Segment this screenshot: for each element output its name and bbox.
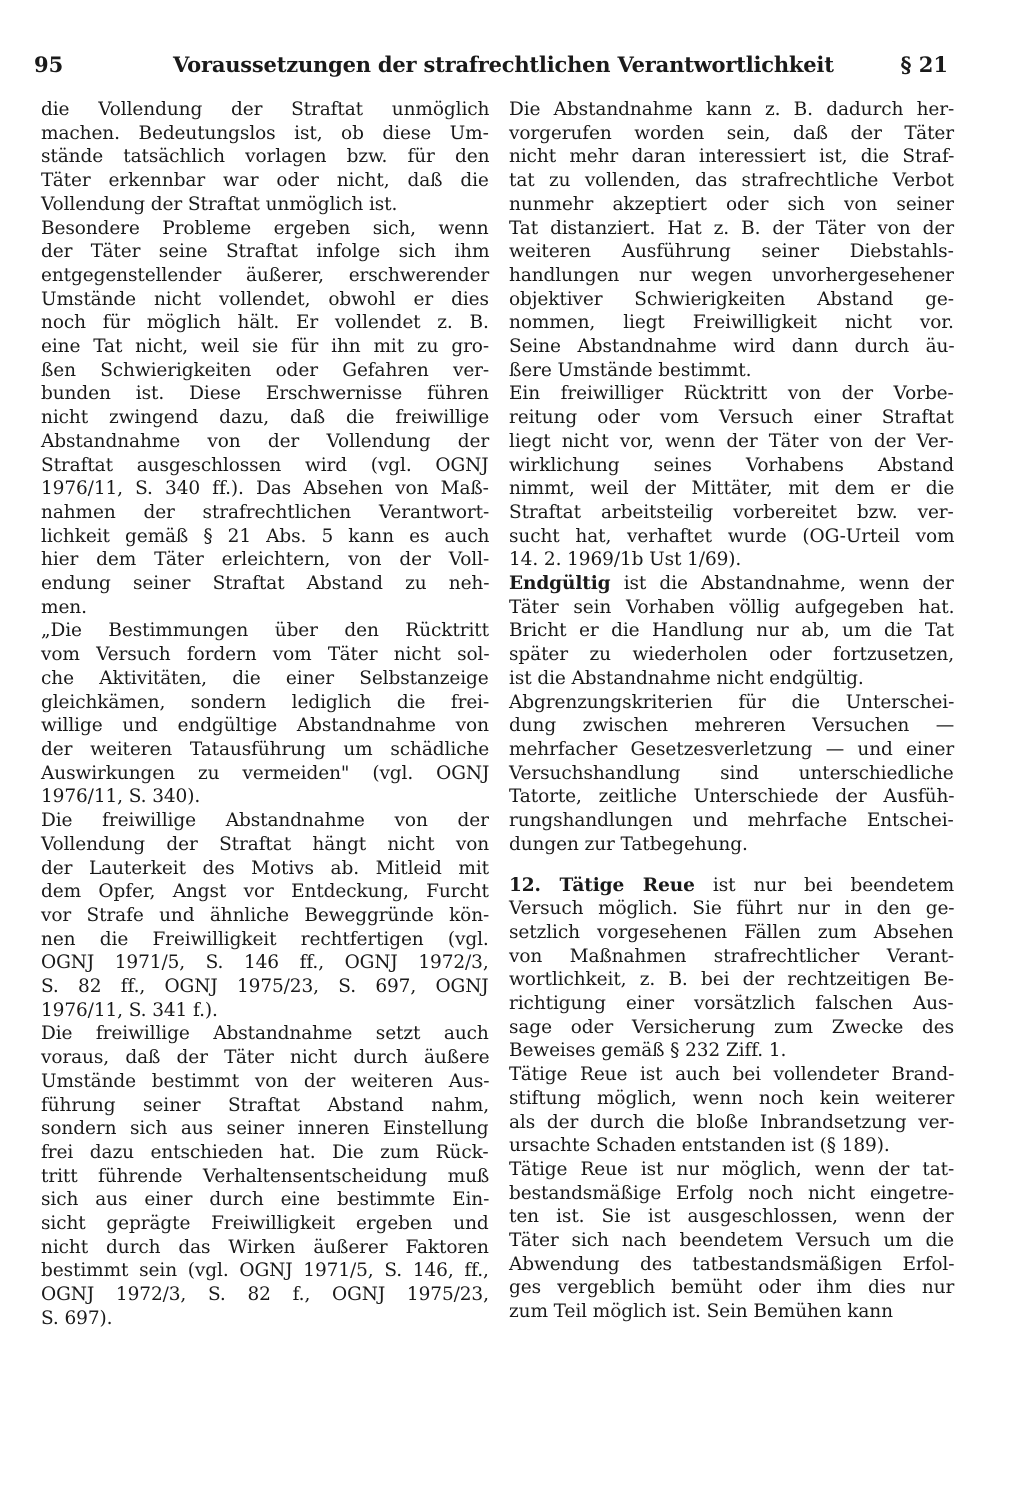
text-line: tritt führende Verhaltensentscheidung muß xyxy=(41,1165,490,1187)
text-line: wirklichung seines Vorhabens Abstand xyxy=(509,454,955,476)
text-line: gleichkämen, sondern lediglich die frei- xyxy=(41,691,490,713)
text-line: frei dazu entschieden hat. Die zum Rück- xyxy=(41,1141,489,1163)
text-line: nahmen der strafrechtlichen Verantwort- xyxy=(41,501,490,523)
bold-term: Endgültig xyxy=(509,573,611,595)
text-line: OGNJ 1971/5, S. 146 ff., OGNJ 1972/3, xyxy=(41,952,489,974)
text-line: Abgrenzungskriterien für die Unterschei- xyxy=(509,691,955,713)
text-line: ist die Abstandnahme nicht endgültig. xyxy=(509,667,864,689)
paragraph xyxy=(509,98,954,382)
text-line: „Die Bestimmungen über den Rücktritt xyxy=(41,620,489,642)
text-line: Seine Abstandnahme wird dann durch äu- xyxy=(509,336,955,358)
text-line: endung seiner Straftat Abstand zu neh- xyxy=(41,573,490,595)
text-line: Umstände nicht vollendet, obwohl er dies xyxy=(41,288,489,310)
text-line: sich aus einer durch eine bestimmte Ein- xyxy=(41,1189,490,1211)
text-line: noch für möglich hält. Er vollendet z. B. xyxy=(41,312,489,334)
paragraph xyxy=(41,809,489,1022)
text-line: Täter sein Vorhaben völlig aufgegeben hat. xyxy=(509,596,955,618)
text-line: ten ist. Sie ist ausgeschlossen, wenn der xyxy=(509,1206,954,1228)
text-line: vorgerufen worden sein, daß der Täter xyxy=(509,122,954,144)
text-line: nicht durch das Wirken äußerer Faktoren xyxy=(41,1236,489,1258)
text-line: Die Abstandnahme kann z. B. dadurch her- xyxy=(509,99,955,120)
text-line: Beweises gemäß § 232 Ziff. 1. xyxy=(509,1040,787,1062)
text-line: 1976/11, S. 340 ff.). Das Absehen von Maß- xyxy=(41,478,489,500)
text-line: entgegenstellender äußerer, erschwerender xyxy=(41,264,490,286)
text-line xyxy=(509,874,954,898)
text-line: S. 82 ff., OGNJ 1975/23, S. 697, OGNJ xyxy=(41,976,489,998)
running-header xyxy=(34,44,948,84)
bold-term: 12. Tätige Reue xyxy=(509,874,695,896)
text-line: eine Tat nicht, weil sie für ihn mit zu gro- xyxy=(41,336,490,358)
text-line: richtigung einer vorsätzlich falschen Aus- xyxy=(509,993,954,1015)
text-line: Ein freiwilliger Rücktritt von der Vorbe- xyxy=(509,383,954,405)
text-line: sondern sich aus seiner inneren Einstellung xyxy=(41,1118,489,1140)
text-line: che Aktivitäten, die einer Selbstanzeige xyxy=(41,667,489,689)
text-line: Abwendung des tatbestandsmäßigen Erfol- xyxy=(509,1253,955,1275)
text-line: Bricht er die Handlung nur ab, um die Tat xyxy=(509,620,954,642)
text-line: men. xyxy=(41,596,87,618)
text-line: Straftat arbeitsteilig vorbereitet bzw. ver- xyxy=(509,501,954,523)
text-line: Täter sich nach beendetem Versuch um die xyxy=(509,1230,954,1252)
text-line: Die freiwillige Abstandnahme von der xyxy=(41,810,489,832)
text-line: der Täter seine Straftat infolge sich ihm xyxy=(41,241,490,263)
text-line: Vollendung der Straftat hängt nicht von xyxy=(41,833,490,855)
text-line: sucht hat, verhaftet wurde (OG-Urteil vom xyxy=(509,525,955,547)
section-number: § 21 xyxy=(900,52,948,77)
text-line: Auswirkungen zu vermeiden" (vgl. OGNJ xyxy=(41,762,490,784)
text-line: nicht zwingend dazu, daß die freiwillige xyxy=(41,407,490,429)
text-line: weiteren Ausführung seiner Diebstahls- xyxy=(509,241,954,263)
text-line: sicht geprägte Freiwilligkeit ergeben und xyxy=(41,1213,489,1235)
paragraph xyxy=(509,572,954,691)
text-run: ist nur bei beendetem xyxy=(694,874,955,896)
text-line: rungshandlungen und mehrfache Entschei- xyxy=(509,810,954,832)
paragraph xyxy=(41,217,489,620)
text-line: objektiver Schwierigkeiten Abstand ge- xyxy=(509,288,954,310)
text-line: reitung oder vom Versuch einer Straftat xyxy=(509,407,954,429)
text-line: Abstandnahme von der Vollendung der xyxy=(41,430,490,452)
text-line: Tätige Reue ist nur möglich, wenn der tat- xyxy=(509,1158,955,1180)
text-line: führung seiner Straftat Abstand nahm, xyxy=(41,1094,490,1116)
text-line: der weiteren Tatausführung um schädliche xyxy=(41,738,490,760)
text-line: handlungen nur wegen unvorhergesehener xyxy=(509,264,954,286)
paragraph xyxy=(509,691,954,857)
text-line: tat zu vollenden, das strafrechtliche Verbot xyxy=(509,170,954,192)
text-line: setzlich vorgesehenen Fällen zum Absehen xyxy=(509,921,954,943)
text-line: Versuch möglich. Sie führt nur in den ge- xyxy=(509,898,955,920)
text-line: 1976/11, S. 341 f.). xyxy=(41,999,218,1021)
text-line: nicht mehr daran interessiert ist, die Straf- xyxy=(509,146,955,168)
text-line: Vollendung der Straftat unmöglich ist. xyxy=(41,193,398,215)
paragraph xyxy=(509,874,954,1064)
text-line: dung zwischen mehreren Versuchen — xyxy=(509,715,955,737)
text-line: bestimmt sein (vgl. OGNJ 1971/5, S. 146, ff., xyxy=(41,1260,489,1282)
text-line: bunden ist. Diese Erschwernisse führen xyxy=(41,383,489,405)
text-line: bestandsmäßige Erfolg noch nicht eingetre- xyxy=(509,1182,954,1204)
text-line: voraus, daß der Täter nicht durch äußere xyxy=(41,1047,490,1069)
text-line xyxy=(509,572,954,596)
text-line: stiftung möglich, wenn noch kein weiterer xyxy=(509,1087,955,1109)
text-line: stände tatsächlich vorlagen bzw. für den xyxy=(41,146,490,168)
text-line: Täter erkennbar war oder nicht, daß die xyxy=(41,170,489,192)
text-line: Tat distanziert. Hat z. B. der Täter von der xyxy=(509,217,954,239)
text-line: später zu wiederholen oder fortzusetzen, xyxy=(509,644,955,666)
paragraph xyxy=(41,98,489,217)
page-number: 95 xyxy=(34,52,64,77)
text-line: lichkeit gemäß § 21 Abs. 5 kann es auch xyxy=(41,525,490,547)
paragraph xyxy=(509,1063,954,1158)
text-line: S. 697). xyxy=(41,1307,113,1329)
text-line: nimmt, weil der Mittäter, mit dem er die xyxy=(509,478,955,500)
right-text-column xyxy=(509,98,954,1324)
text-line: ges vergeblich bemüht oder ihm dies nur xyxy=(509,1277,955,1299)
paragraph xyxy=(41,1022,489,1330)
text-run: ist die Abstandnahme, wenn der xyxy=(610,573,954,595)
text-line: Besondere Probleme ergeben sich, wenn xyxy=(41,217,489,239)
paragraph xyxy=(509,382,954,572)
text-line: der Lauterkeit des Motivs ab. Mitleid mit xyxy=(41,857,490,879)
paragraph xyxy=(509,1158,954,1324)
text-line: liegt nicht vor, wenn der Täter von der Ver- xyxy=(509,430,954,452)
text-line: mehrfacher Gesetzesverletzung — und einer xyxy=(509,738,955,760)
text-line: nommen, liegt Freiwilligkeit nicht vor. xyxy=(509,312,954,334)
text-line: die Vollendung der Straftat unmöglich xyxy=(41,99,490,120)
text-line: dem Opfer, Angst vor Entdeckung, Furcht xyxy=(41,881,489,903)
text-line: nunmehr akzeptiert oder sich von seiner xyxy=(509,193,954,215)
paragraph xyxy=(41,619,489,809)
text-line: ursachte Schaden entstanden ist (§ 189). xyxy=(509,1135,890,1157)
text-line: Tätige Reue ist auch bei vollendeter Brand- xyxy=(509,1064,955,1086)
text-line: ßen Schwierigkeiten oder Gefahren ver- xyxy=(41,359,490,381)
text-line: hier dem Täter erleichtern, von der Voll- xyxy=(41,549,490,571)
text-line: von Maßnahmen strafrechtlicher Verant- xyxy=(509,945,955,967)
text-line: nen die Freiwilligkeit rechtfertigen (vgl. xyxy=(41,928,489,950)
text-line: Die freiwillige Abstandnahme setzt auch xyxy=(41,1023,489,1045)
text-line: sage oder Versicherung zum Zwecke des xyxy=(509,1016,955,1038)
text-line: machen. Bedeutungslos ist, ob diese Um- xyxy=(41,122,489,144)
text-line: als der durch die bloße Inbrandsetzung ver- xyxy=(509,1111,955,1133)
text-line: OGNJ 1972/3, S. 82 f., OGNJ 1975/23, xyxy=(41,1284,489,1306)
text-line: ßere Umstände bestimmt. xyxy=(509,359,752,381)
left-text-column xyxy=(41,98,489,1331)
text-line: willige und endgültige Abstandnahme von xyxy=(41,715,489,737)
text-line: vom Versuch fordern vom Täter nicht sol- xyxy=(41,644,490,666)
running-title: Voraussetzungen der strafrechtlichen Verantwortlichkeit xyxy=(173,52,834,77)
text-line: Versuchshandlung sind unterschiedliche xyxy=(509,762,954,784)
text-line: 14. 2. 1969/1b Ust 1/69). xyxy=(509,549,742,571)
text-line: Umstände bestimmt von der weiteren Aus- xyxy=(41,1070,490,1092)
text-line: zum Teil möglich ist. Sein Bemühen kann xyxy=(509,1301,893,1323)
text-line: Straftat ausgeschlossen wird (vgl. OGNJ xyxy=(41,454,489,476)
text-line: vor Strafe und ähnliche Beweggründe kön- xyxy=(41,904,490,926)
text-line: wortlichkeit, z. B. bei der rechtzeitigen Be- xyxy=(509,969,954,991)
text-line: Tatorte, zeitliche Unterschiede der Ausfüh- xyxy=(509,786,955,808)
text-line: dungen zur Tatbegehung. xyxy=(509,833,748,855)
text-line: 1976/11, S. 340). xyxy=(41,786,201,808)
